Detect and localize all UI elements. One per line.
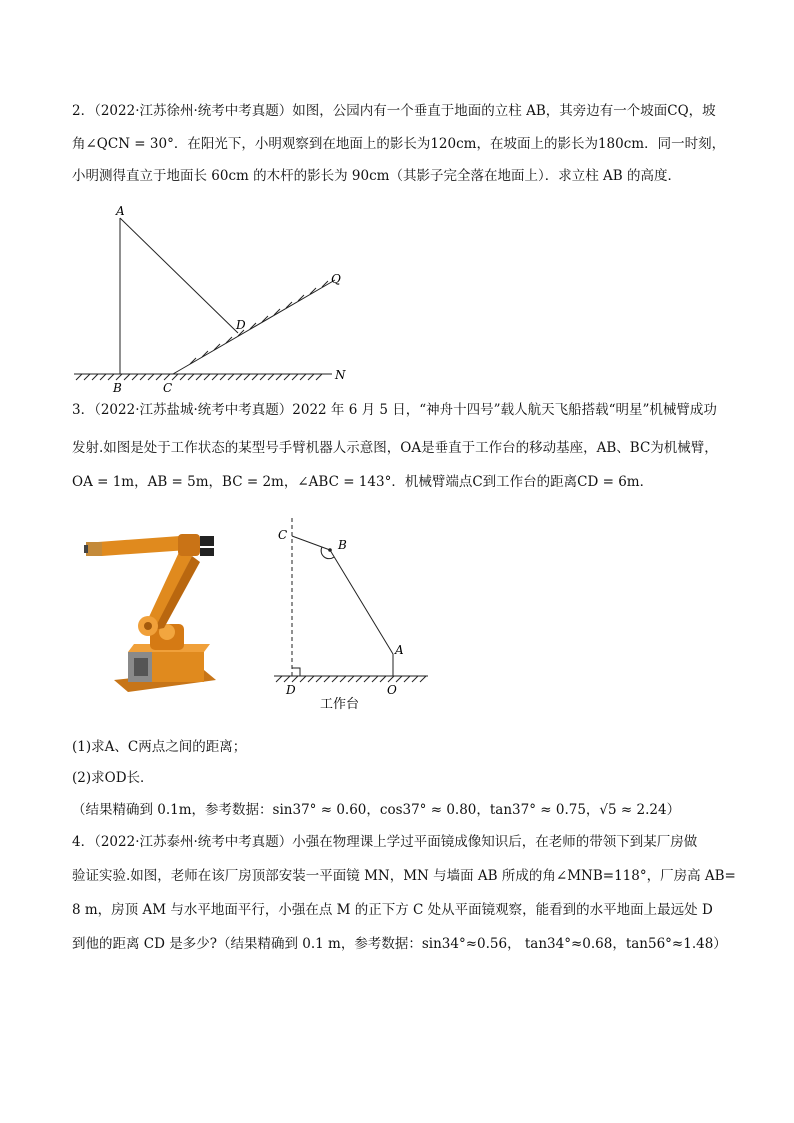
q2-line-3: 小明测得直立于地面长 60cm 的木杆的影长为 90cm（其影子完全落在地面上）．求立柱 AB 的高度．: [72, 168, 681, 184]
q4-line-3: 8 m，房顶 AM 与水平地面平行，小强在点 M 的正下方 C 处从平面镜观察，能看到的水平地面上最远处 D: [72, 902, 713, 918]
label-d: D: [286, 683, 296, 697]
q3-note: （结果精确到 0.1m，参考数据：sin37° ≈ 0.60，cos37° ≈ 0.80，tan37° ≈ 0.75，√5 ≈ 2.24）: [72, 802, 681, 818]
label-a: A: [395, 643, 404, 657]
q3-part-1: (1)求A、C两点之间的距离；: [72, 739, 247, 755]
robot-arm-image: [84, 520, 230, 698]
q4-line-4: 到他的距离 CD 是多少?（结果精确到 0.1 m，参考数据：sin34°≈0.56， tan34°≈0.68，tan56°≈1.48）: [72, 936, 727, 952]
q2-line-1: 2．（2022·江苏徐州·统考中考真题）如图，公园内有一个垂直于地面的立柱 AB，其旁边有一个坡面CQ，坡: [72, 103, 716, 119]
label-d: D: [236, 318, 246, 332]
label-c: C: [163, 381, 173, 393]
slope-cq: [173, 280, 335, 374]
label-b: B: [113, 381, 122, 393]
q3-line-1: 3．（2022·江苏盐城·统考中考真题）2022 年 6 月 5 日，“神舟十四号”载人航天飞船搭载“明星”机械臂成功: [72, 402, 717, 418]
q3-line-2: 发射.如图是处于工作状态的某型号手臂机器人示意图，OA是垂直于工作台的移动基座，AB、BC为机械臂，: [72, 440, 718, 456]
q4-line-2: 验证实验.如图，老师在该厂房顶部安装一平面镜 MN，MN 与墙面 AB 所成的角∠MNB=118°，厂房高 AB=: [72, 868, 736, 884]
arm-ab: [330, 550, 393, 654]
q2-line-2: 角∠QCN = 30°．在阳光下，小明观察到在地面上的影长为120cm，在坡面上的影长为180cm．同一时刻，: [72, 136, 726, 152]
ray-ad: [120, 218, 238, 333]
label-q: Q: [331, 272, 341, 286]
label-c: C: [278, 528, 288, 542]
arm-bc: [292, 536, 330, 550]
label-n: N: [335, 368, 346, 382]
platform-label: 工作台: [320, 697, 360, 712]
q3-figure: [268, 512, 438, 712]
q3-part-2: (2)求OD长．: [72, 770, 154, 786]
q2-figure: [60, 198, 360, 393]
q4-line-1: 4．（2022·江苏泰州·统考中考真题）小强在物理课上学过平面镜成像知识后，在老师的带领下到某厂房做: [72, 834, 698, 850]
q3-line-3: OA = 1m，AB = 5m，BC = 2m，∠ABC = 143°．机械臂端点C到工作台的距离CD = 6m．: [72, 474, 654, 490]
ground-hatch: [76, 374, 322, 380]
label-a: A: [116, 204, 125, 218]
label-b: B: [338, 538, 347, 552]
platform-hatch: [276, 676, 426, 682]
label-o: O: [387, 683, 397, 697]
